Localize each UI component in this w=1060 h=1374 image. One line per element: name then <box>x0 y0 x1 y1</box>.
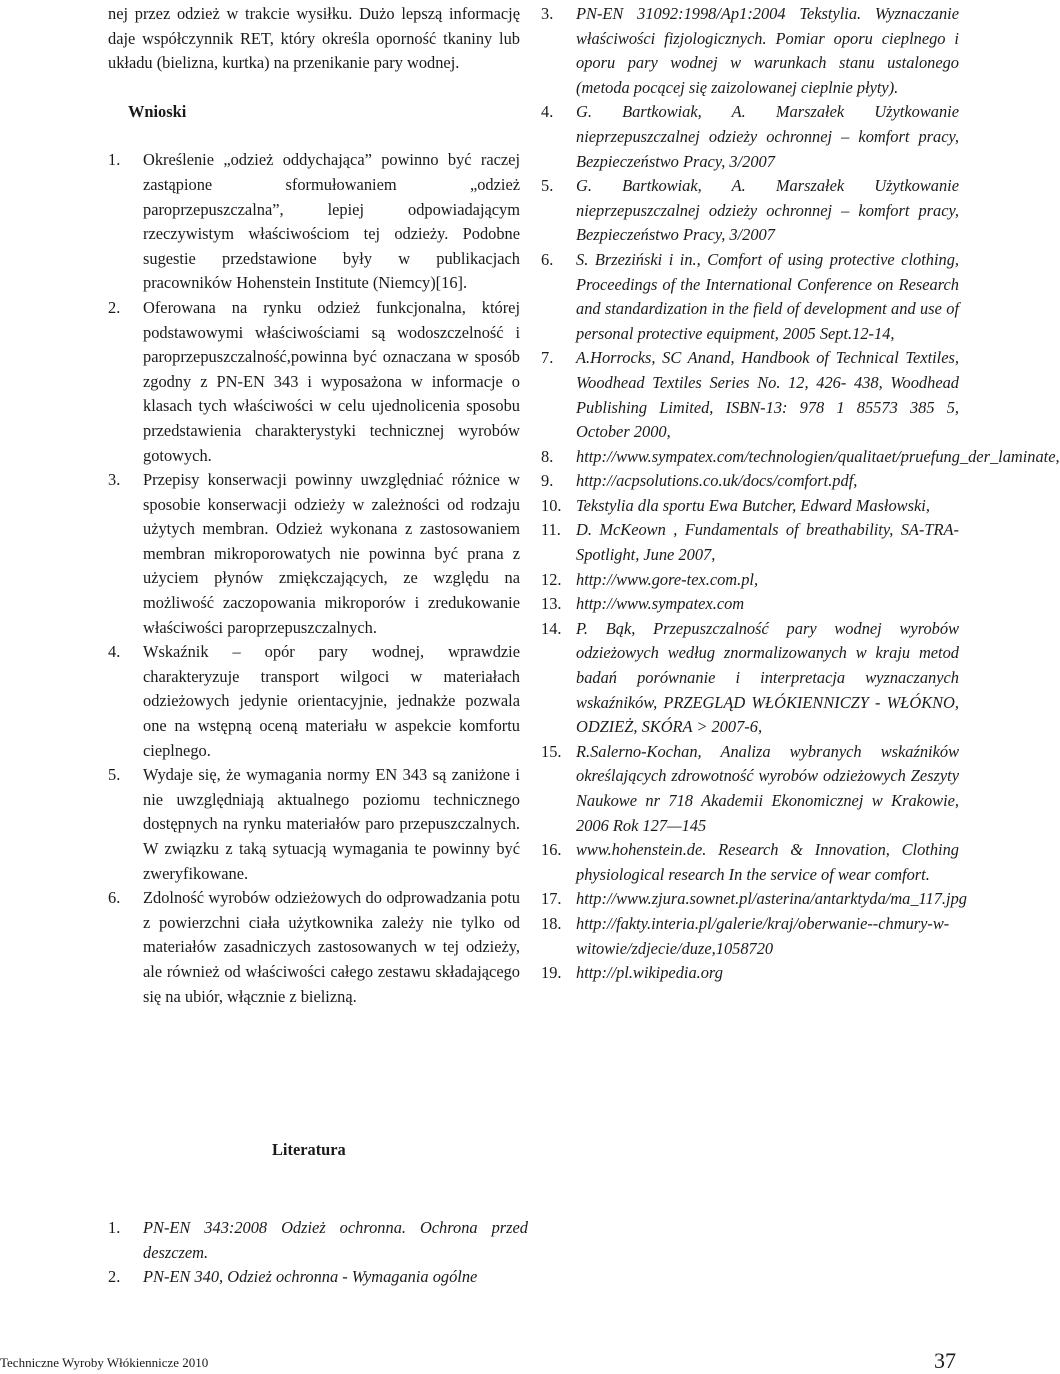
page-number: 37 <box>934 1348 956 1373</box>
reference-item-number: 13. <box>541 594 562 614</box>
reference-item-text: Tekstylia dla sportu Ewa Butcher, Edward Masłowski, <box>576 495 930 515</box>
references-list-continued <box>541 2 1060 986</box>
conclusion-item <box>108 640 520 763</box>
reference-item-number: 6. <box>541 249 554 269</box>
reference-item <box>541 961 959 986</box>
reference-item-text: PN-EN 31092:1998/Ap1:2004 Tekstylia. Wyznaczanie właściwości fizjologicznych. Pomiar oporu cieplnego i oporu pary wodnej w warunkach stanu ustalonego (metoda pocącej się zaizolowanej cieplnie płyty). <box>576 4 959 97</box>
conclusion-item-text: Wydaje się, że wymagania normy EN 343 są zaniżone i nie uwzględniają aktualnego poziomu technicznego dostępnych na rynku materiałów paro przepuszczalnych. W związku z taką sytuacją wymagania te powinny być zweryfikowane. <box>143 765 520 883</box>
conclusion-item-text: Oferowana na rynku odzież funkcjonalna, której podstawowymi właściwościami są wodoszczelność i paroprzepuszczalność,powinna być oznaczana w sposób zgodny z PN-EN 343 i wyposażona w informacje o klasach tych właściwości w celu ujednolicenia sposobu przedstawienia charakterystyki technicznej wyrobów gotowych. <box>143 297 520 465</box>
conclusion-item-number: 2. <box>108 297 121 317</box>
reference-item <box>541 592 959 617</box>
reference-item <box>541 568 959 593</box>
reference-item-text: www.hohenstein.de. Research & Innovation, Clothing physiological research In the service of wear comfort. <box>576 840 959 884</box>
reference-item <box>541 445 1060 470</box>
reference-item <box>541 617 959 740</box>
reference-item-text: http://www.gore-tex.com.pl, <box>576 569 759 589</box>
reference-item <box>108 1265 528 1290</box>
conclusion-item-text: Przepisy konserwacji powinny uwzględniać różnice w sposobie konserwacji odzieży w zależności od rodzaju użytych membran. Odzież wykonana z zastosowaniem membran mikroporowatych nie powinna być prana z użyciem płynów zmiękczających, ze względu na możliwość zaczopowania mikroporów i zredukowanie właściwości paroprzepuszczalnych. <box>143 470 520 637</box>
reference-item-text: http://www.zjura.sownet.pl/asterina/antarktyda/ma_117.jpg <box>576 889 967 909</box>
conclusion-item <box>108 886 520 1009</box>
reference-item-text: PN-EN 343:2008 Odzież ochronna. Ochrona przed deszczem. <box>143 1218 528 1262</box>
conclusions-heading: Wnioski <box>128 101 187 121</box>
conclusion-item-text: Wskaźnik – opór pary wodnej, wprawdzie charakteryzuje transport wilgoci w materiałach odzieżowych jedynie orientacyjnie, jednakże pozwala one na wstępną oceną materiału w aspekcie komfortu cieplnego. <box>143 642 520 760</box>
reference-item <box>541 346 959 444</box>
literature-heading: Literatura <box>272 1140 346 1159</box>
reference-item-text: G. Bartkowiak, A. Marszałek Użytkowanie nieprzepuszczalnej odzieży ochronnej – komfort pracy, Bezpieczeństwo Pracy, 3/2007 <box>576 176 959 245</box>
reference-item-number: 10. <box>541 495 562 515</box>
references-list <box>108 1216 528 1290</box>
journal-footer: Techniczne Wyroby Włókiennicze 2010 <box>0 1355 209 1370</box>
conclusion-item <box>108 148 520 296</box>
left-column <box>108 2 520 1009</box>
reference-item <box>108 1216 528 1265</box>
reference-item-number: 14. <box>541 618 562 638</box>
reference-item <box>541 494 959 519</box>
reference-item-number: 1. <box>108 1218 121 1237</box>
reference-item-text: http://pl.wikipedia.org <box>576 963 723 983</box>
reference-item-text: A.Horrocks, SC Anand, Handbook of Technical Textiles, Woodhead Textiles Series No. 12, 426- 438, Woodhead Publishing Limited, ISBN-13: 978 1 85573 385 5, October 2000, <box>576 348 959 442</box>
reference-item-number: 17. <box>541 889 562 909</box>
reference-item-text: G. Bartkowiak, A. Marszałek Użytkowanie nieprzepuszczalnej odzieży ochronnej – komfort pracy, Bezpieczeństwo Pracy, 3/2007 <box>576 102 959 171</box>
reference-item-text: D. McKeown , Fundamentals of breathability, SA-TRA-Spotlight, June 2007, <box>576 520 959 565</box>
reference-item-number: 18. <box>541 913 562 933</box>
reference-item <box>541 740 959 838</box>
reference-item-text: http://fakty.interia.pl/galerie/kraj/oberwanie--chmury-w-witowie/zdjecie/duze,1058720 <box>576 913 950 958</box>
reference-item-number: 9. <box>541 471 554 491</box>
reference-item-number: 12. <box>541 569 562 589</box>
reference-item-number: 7. <box>541 348 554 368</box>
reference-item <box>541 838 959 887</box>
reference-item-number: 4. <box>541 102 554 122</box>
conclusions-list <box>108 148 520 1009</box>
conclusion-item-text: Zdolność wyrobów odzieżowych do odprowadzania potu z powierzchni ciała użytkownika zależy nie tylko od materiałów zasadniczych zastosowanych w tej odzieży, ale również od właściwości całego zestawu składającego się na ubiór, włącznie z bielizną. <box>143 888 520 1006</box>
reference-item <box>541 174 959 248</box>
reference-item-text: http://acpsolutions.co.uk/docs/comfort.pdf, <box>576 471 858 491</box>
conclusion-item-number: 3. <box>108 470 121 490</box>
reference-item <box>541 2 959 100</box>
conclusion-item <box>108 763 520 886</box>
conclusion-item-number: 6. <box>108 888 121 908</box>
reference-item <box>541 469 959 494</box>
reference-item-text: http://www.sympatex.com <box>576 594 745 614</box>
reference-item-text: http://www.sympatex.com/technologien/qualitaet/pruefung_der_laminate, <box>576 446 1060 466</box>
conclusion-item-number: 1. <box>108 150 121 170</box>
right-column <box>541 2 1060 986</box>
conclusion-item-number: 5. <box>108 765 121 785</box>
reference-item-number: 11. <box>541 520 561 540</box>
reference-item-text: P. Bąk, Przepuszczalność pary wodnej wyrobów odzieżowych według znormalizowanych w kraju metod badań porównanie i interpretacja wyznaczanych wskaźników, PRZEGLĄD WŁÓKIENNICZY - WŁÓKNO, ODZIEŻ, SKÓRA > 2007-6, <box>576 618 959 737</box>
reference-item-number: 19. <box>541 963 562 983</box>
reference-item <box>541 100 959 174</box>
reference-item <box>541 887 967 912</box>
reference-item-text: S. Brzeziński i in., Comfort of using protective clothing, Proceedings of the International Conference on Research and standardization in the field of development and use of personal protective equipment, 2005 Sept.12-14, <box>576 249 959 343</box>
reference-item-number: 3. <box>541 4 554 23</box>
reference-item-number: 2. <box>108 1267 121 1287</box>
reference-item <box>541 518 959 567</box>
reference-item-number: 5. <box>541 176 554 196</box>
conclusion-item <box>108 296 520 468</box>
conclusion-item <box>108 468 520 640</box>
conclusion-item-number: 4. <box>108 642 121 662</box>
reference-item-text: PN-EN 340, Odzież ochronna - Wymagania ogólne <box>143 1267 478 1287</box>
reference-item-number: 8. <box>541 446 554 466</box>
intro-paragraph: nej przez odzież w trakcie wysiłku. Dużo lepszą informację daje współczynnik RET, który określa oporność tkaniny lub układu (bielizna, kurtka) na przenikanie pary wodnej. <box>108 4 520 73</box>
reference-item-number: 16. <box>541 840 562 860</box>
reference-item <box>541 248 959 346</box>
reference-item-number: 15. <box>541 741 562 761</box>
reference-item-text: R.Salerno-Kochan, Analiza wybranych wskaźników określających zdrowotność wyrobów odzieżowych Zeszyty Naukowe nr 718 Akademii Ekonomicznej w Krakowie, 2006 Rok 127—145 <box>576 741 959 835</box>
reference-item <box>541 912 959 961</box>
conclusion-item-text: Określenie „odzież oddychająca” powinno być raczej zastąpione sformułowaniem „odzież paroprzepuszczalna”, lepiej odpowiadającym rzeczywistym właściwościom tej odzieży. Podobne sugestie przedstawione były w publikacjach pracowników Hohenstein Institute (Niemcy)[16]. <box>143 150 520 293</box>
